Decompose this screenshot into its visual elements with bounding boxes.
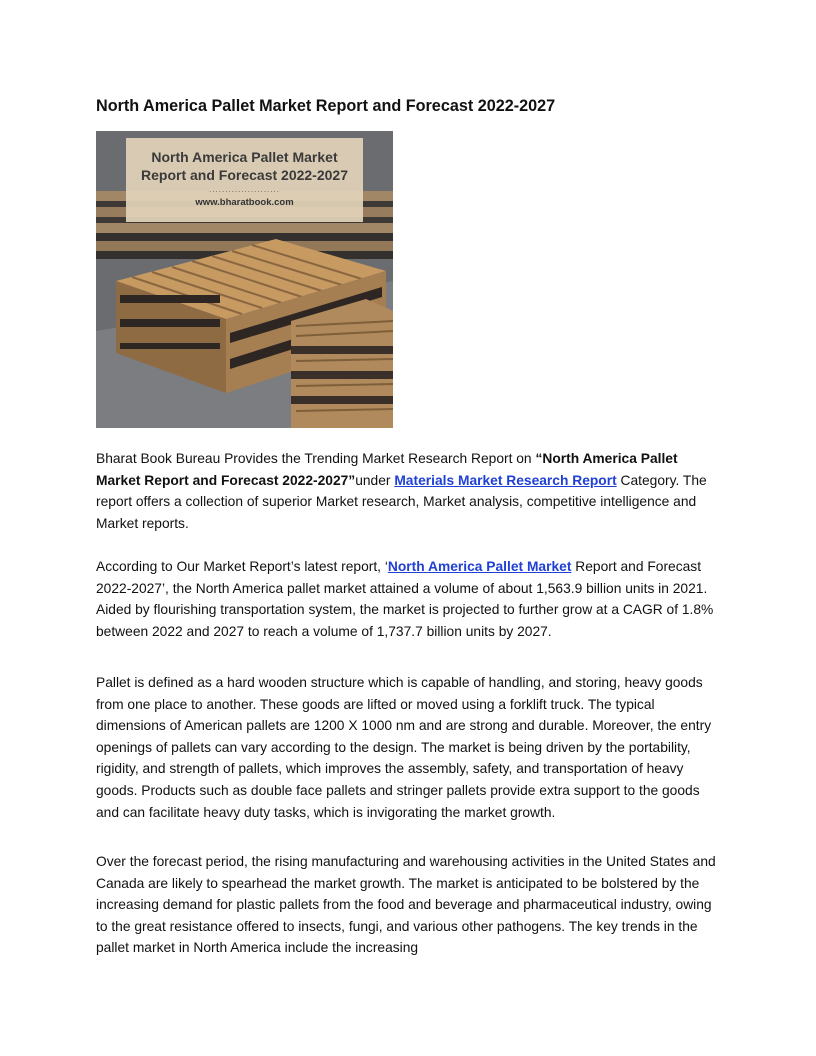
para1-under: under (355, 472, 395, 488)
paragraph-market-size (96, 556, 721, 642)
materials-report-link[interactable]: Materials Market Research Report (394, 472, 617, 488)
banner-title-line2: Report and Forecast 2022-2027 (141, 167, 348, 183)
banner-title (126, 148, 363, 184)
pallet-market-link[interactable]: North America Pallet Market (387, 559, 572, 574)
banner-url: www.bharatbook.com (195, 197, 294, 208)
hero-image-pallets (96, 131, 393, 428)
banner-divider: ...................... (209, 185, 280, 194)
para1-bold-title: “North America Pallet Market Report and Forecast 2022-2027” (96, 451, 678, 488)
paragraph-intro (96, 448, 721, 534)
hero-banner (126, 138, 363, 222)
paragraph-forecast: Over the forecast period, the rising manufacturing and warehousing activities in the United States and Canada are likely to spearhead the market growth. The market is anticipated to be bolstered by the increasing demand for plastic pallets from the food and beverage and pharmaceutical industry, owing to the great resistance offered to insects, fungi, and various other pathogens. The key trends in the pallet market in North America include the increasing (96, 854, 716, 956)
para2-intro: According to Our Market Report’s latest report, ‘ (96, 559, 388, 574)
para1-rest: Category. The report offers a collection of superior Market research, Market analysis, competitive intelligence and Market reports. (96, 472, 707, 531)
para1-intro: Bharat Book Bureau Provides the Trending Market Research Report on (96, 451, 536, 466)
paragraph-definition: Pallet is defined as a hard wooden structure which is capable of handling, and storing, heavy goods from one place to another. These goods are lifted or moved using a forklift truck. The typical dimensions of American pallets are 1200 X 1000 nm and are strong and durable. Moreover, the entry openings of pallets can vary according to the design. The market is being driven by the portability, rigidity, and strength of pallets, which improves the assembly, safety, and transportation of heavy goods. Products such as double face pallets and stringer pallets provide extra support to the goods and can facilitate heavy duty tasks, which is invigorating the market growth. (96, 675, 712, 820)
para2-rest: Report and Forecast 2022-2027’, the North America pallet market attained a volume of about 1,563.9 billion units in 2021. Aided by flourishing transportation system, the market is projected to further grow at a CAGR of 1.8% between 2022 and 2027 to reach a volume of 1,737.7 billion units by 2027. (96, 559, 714, 639)
page-title: North America Pallet Market Report and Forecast 2022-2027 (96, 97, 556, 115)
banner-title-line1: North America Pallet Market (151, 149, 338, 165)
